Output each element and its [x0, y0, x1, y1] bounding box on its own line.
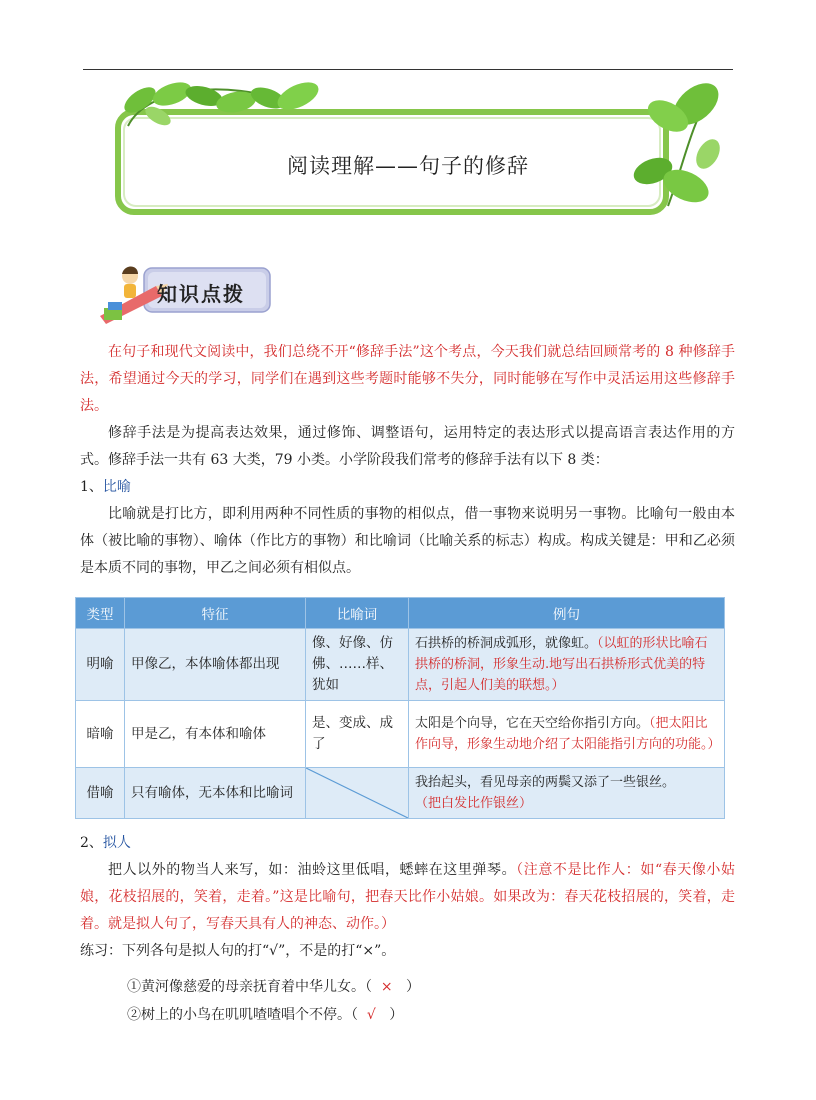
intro-paragraph: 在句子和现代文阅读中，我们总绕不开“修辞手法”这个考点，今天我们就总结回顾常考的 8 种修辞手法，希望通过今天的学习，同学们在遇到这些考题时能够不失分，同时能够在写作中灵活运用这些修辞手法。 [80, 344, 735, 414]
practice-answer: × [380, 979, 393, 995]
definition-paragraph: 修辞手法是为提高表达效果，通过修饰、调整语句，运用特定的表达形式以提高语言表达作用的方式。修辞手法一共有 63 大类，79 小类。小学阶段我们常考的修辞手法有以下 8 类： [80, 425, 735, 468]
page-title: 阅读理解——句子的修辞 [287, 154, 529, 178]
cell-type: 明喻 [76, 629, 125, 701]
cell-feature: 甲是乙，有本体和喻体 [125, 701, 306, 768]
table-header-row [76, 598, 725, 629]
cell-example [409, 768, 725, 819]
practice-instruction: 练习：下列各句是拟人句的打“√”，不是的打“×”。 [80, 943, 396, 959]
cell-type: 借喻 [76, 768, 125, 819]
header-words: 比喻词 [306, 598, 409, 629]
cell-feature: 甲像乙，本体喻体都出现 [125, 629, 306, 701]
personification-text: 把人以外的物当人来写，如：油蛉这里低唱，蟋蟀在这里弹琴。 [108, 862, 517, 878]
section-title: 拟人 [102, 835, 131, 851]
badge-label: 知识点拨 [157, 282, 245, 306]
cell-example [409, 629, 725, 701]
example-text: 我抬起头，看见母亲的两鬓又添了一些银丝。 [415, 775, 676, 790]
header-feature: 特征 [125, 598, 306, 629]
cell-feature: 只有喻体，无本体和比喻词 [125, 768, 306, 819]
header-example: 例句 [409, 598, 725, 629]
cell-words-empty [306, 768, 409, 819]
header-type: 类型 [76, 598, 125, 629]
practice-close: ） [389, 1007, 404, 1023]
example-note: （以虹的形状比喻石拱桥的桥洞，形象生动.地写出石拱桥形式优美的特点，引起人们美的联想。） [415, 636, 708, 693]
personification-block [80, 830, 735, 965]
example-note: （把白发比作银丝） [415, 796, 533, 811]
top-rule [83, 69, 733, 70]
section-title: 比喻 [102, 479, 131, 495]
simile-description: 比喻就是打比方，即利用两种不同性质的事物的相似点，借一事物来说明另一事物。比喻句一般由本体（被比喻的事物）、喻体（作比方的事物）和比喻词（比喻关系的标志）构成。构成关键是：甲和乙必须是本质不同的事物，甲乙之间必须有相似点。 [80, 506, 735, 576]
example-note: （把太阳比作向导，形象生动地介绍了太阳能指引方向的功能。） [415, 716, 721, 752]
intro-block [80, 339, 735, 582]
example-text: 石拱桥的桥洞成弧形，就像虹。 [415, 636, 598, 651]
practice-item [127, 1004, 403, 1024]
section-heading-simile [80, 474, 735, 501]
section-heading-personification [80, 830, 735, 857]
cell-example [409, 701, 725, 768]
section-number: 1、 [80, 479, 103, 495]
diagonal-line [306, 768, 408, 818]
simile-table [75, 597, 725, 819]
table-row [76, 629, 725, 701]
practice-answer: √ [366, 1007, 376, 1023]
table-row [76, 768, 725, 819]
practice-item [127, 976, 420, 996]
cell-words: 像、好像、仿佛、……样、犹如 [306, 629, 409, 701]
personification-note: （注意不是比作人：如“春天像小姑娘，花枝招展的，笑着，走着。”这是比喻句，把春天比作小姑娘。如果改为：春天花枝招展的，笑着，走着。就是拟人句了，写春天具有人的神态、动作。） [80, 862, 735, 932]
section-number: 2、 [80, 835, 103, 851]
practice-close: ） [406, 979, 420, 995]
cell-type: 暗喻 [76, 701, 125, 768]
example-text: 太阳是个向导，它在天空给你指引方向。 [415, 716, 650, 731]
practice-text: ①黄河像慈爱的母亲抚育着中华儿女。（ [127, 979, 372, 995]
table-row [76, 701, 725, 768]
practice-text: ②树上的小鸟在叽叽喳喳唱个不停。（ [127, 1007, 358, 1023]
personification-description [80, 857, 735, 938]
cell-words: 是、变成、成了 [306, 701, 409, 768]
